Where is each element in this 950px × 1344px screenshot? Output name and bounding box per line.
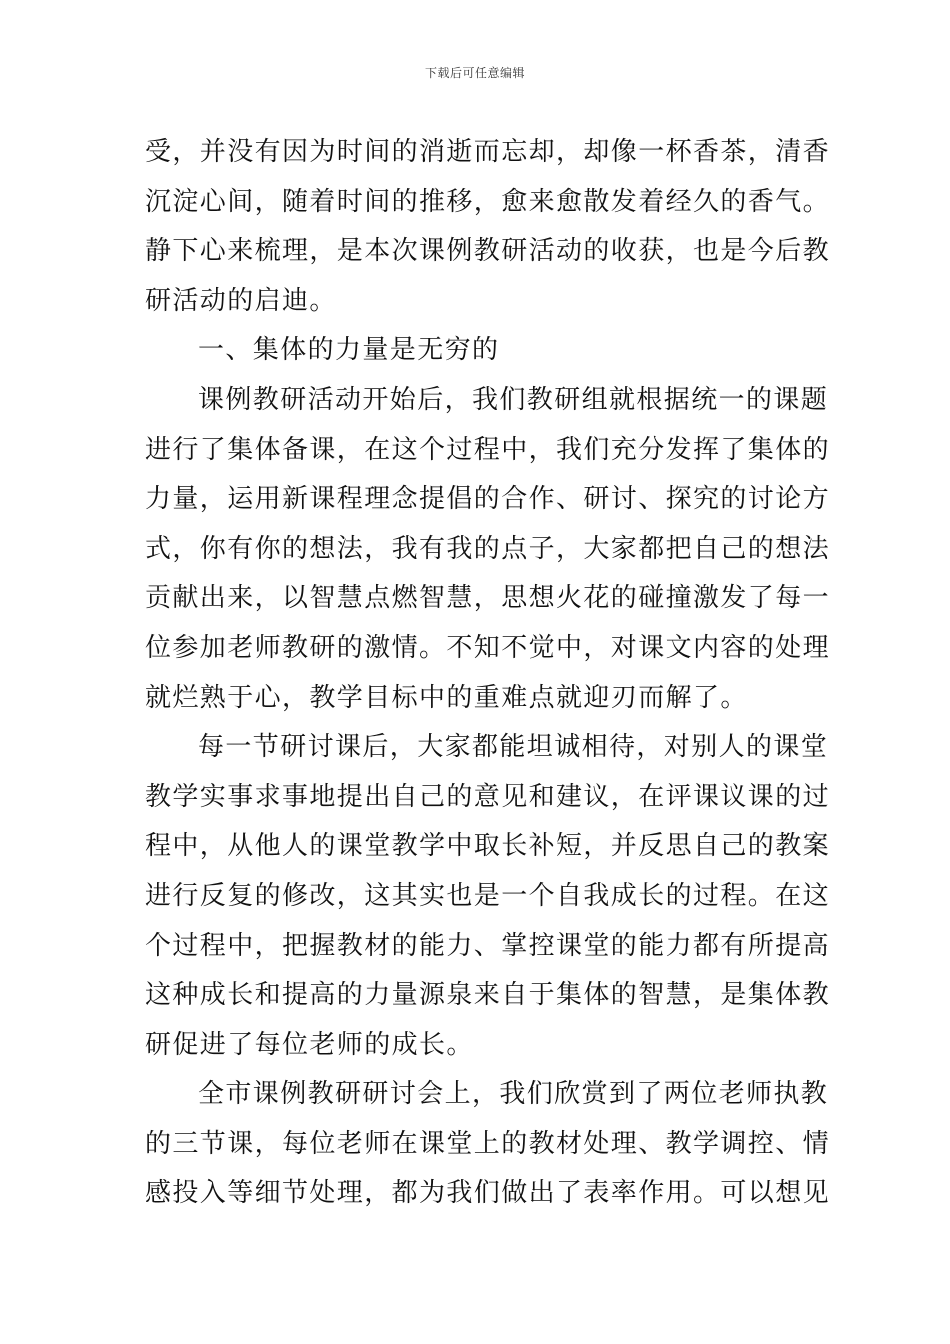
text-line: 个过程中，把握教材的能力、掌控课堂的能力都有所提高 [145, 930, 831, 961]
text-line: 这种成长和提高的力量源泉来自于集体的智慧，是集体教 [145, 980, 831, 1011]
text-line: 力量，运用新课程理念提倡的合作、研讨、探究的讨论方 [145, 484, 831, 515]
text-line: 研活动的启迪。 [145, 285, 337, 316]
text-line: 教学实事求事地提出自己的意见和建议，在评课议课的过 [145, 781, 831, 812]
body-text [145, 128, 831, 1219]
text-line: 课例教研活动开始后，我们教研组就根据统一的课题 [198, 384, 829, 415]
text-line: 感投入等细节处理，都为我们做出了表率作用。可以想见 [145, 1178, 831, 1209]
text-line: 一、集体的力量是无穷的 [198, 335, 500, 366]
text-line: 受，并没有因为时间的消逝而忘却，却像一杯香茶，清香 [145, 137, 831, 167]
text-line: 研促进了每位老师的成长。 [145, 1029, 474, 1060]
text-line: 贡献出来，以智慧点燃智慧，思想火花的碰撞激发了每一 [145, 583, 831, 614]
text-line: 沉淀心间，随着时间的推移，愈来愈散发着经久的香气。 [145, 186, 831, 217]
text-line: 全市课例教研研讨会上，我们欣赏到了两位老师执教 [198, 1079, 829, 1110]
text-line: 就烂熟于心，教学目标中的重难点就迎刃而解了。 [145, 682, 748, 713]
page-header: 下载后可任意编辑 [424, 66, 525, 80]
text-line: 进行反复的修改，这其实也是一个自我成长的过程。在这 [145, 880, 831, 911]
text-line: 的三节课，每位老师在课堂上的教材处理、教学调控、情 [145, 1128, 831, 1159]
text-line: 式，你有你的想法，我有我的点子，大家都把自己的想法 [145, 533, 831, 564]
text-line: 进行了集体备课，在这个过程中，我们充分发挥了集体的 [145, 434, 831, 465]
text-line: 程中，从他人的课堂教学中取长补短，并反思自己的教案 [145, 831, 831, 862]
text-line: 每一节研讨课后，大家都能坦诚相待，对别人的课堂 [198, 732, 829, 763]
text-line: 静下心来梳理，是本次课例教研活动的收获，也是今后教 [145, 236, 831, 267]
text-line: 位参加老师教研的激情。不知不觉中，对课文内容的处理 [145, 632, 831, 663]
